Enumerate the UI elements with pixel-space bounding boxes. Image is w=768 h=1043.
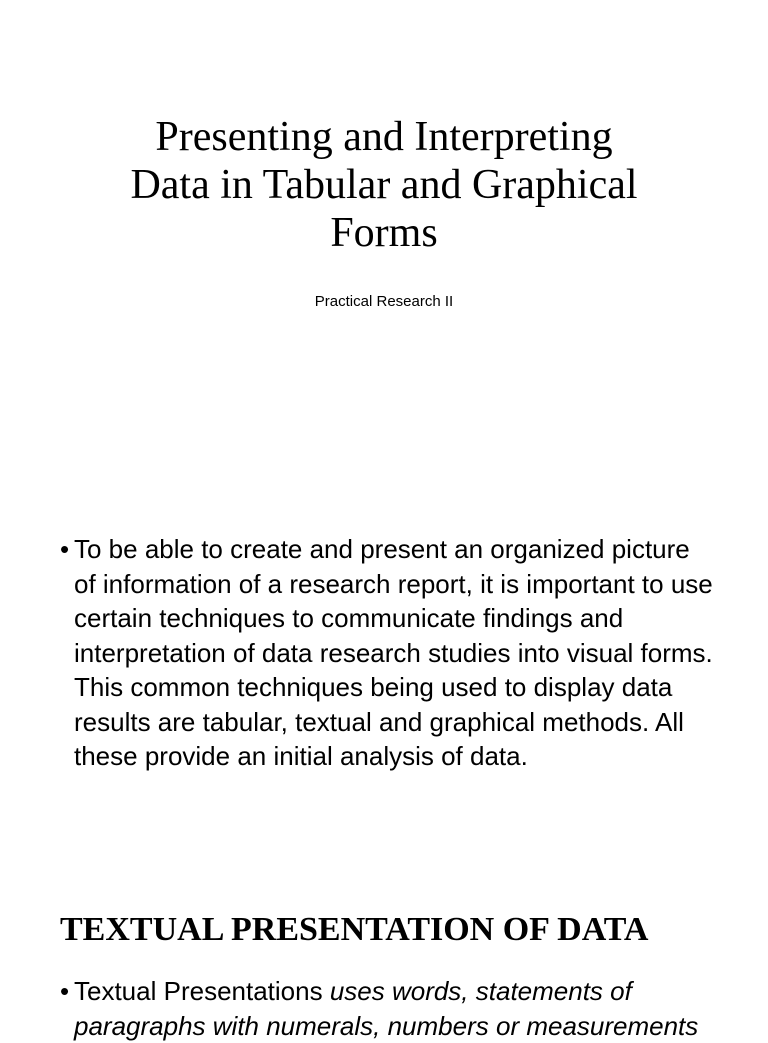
slide-title-line-3: Forms [330,210,438,256]
slide-title-line-1: Presenting and Interpreting [155,114,613,160]
textual-bullet-plain: Textual Presentations [74,976,330,1006]
section-heading: TEXTUAL PRESENTATION OF DATA [60,911,649,948]
bullet-icon: • [60,534,70,564]
slide-subtitle: Practical Research II [314,293,454,310]
bullet-icon: • [60,976,70,1006]
slide-title-line-2: Data in Tabular and Graphical [130,162,638,208]
textual-bullet [60,974,718,1043]
intro-bullet-text: To be able to create and present an organized picture of information of a research report, it is important to use certain techniques to communicate findings and interpretation of data research studies into visual forms. This common techniques being used to display data results are tabular, textual and graphical methods. All these provide an initial analysis of data. [74,534,713,771]
textual-bullet-italic: uses words, statements of paragraphs with numerals, numbers or measurements [74,976,699,1041]
textual-bullet-text [60,974,718,1043]
intro-bullet [60,532,718,774]
